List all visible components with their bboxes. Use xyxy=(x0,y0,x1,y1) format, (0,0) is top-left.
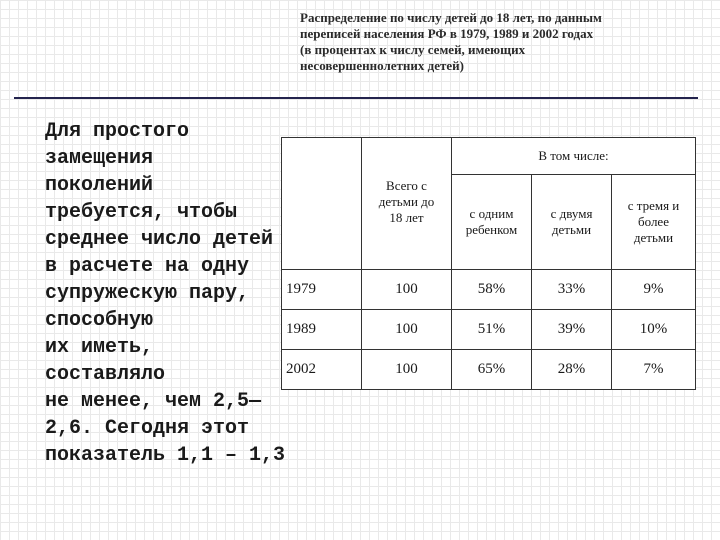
body-line: среднее число детей xyxy=(45,228,274,251)
body-line: супружескую пару, xyxy=(45,282,250,305)
body-line: способную xyxy=(45,309,154,332)
year-cell: 1979 xyxy=(282,270,362,310)
title-line: несовершеннолетних детей) xyxy=(300,58,464,73)
empty-header-cell xyxy=(282,138,362,270)
title-line: (в процентах к числу семей, имеющих xyxy=(300,42,526,57)
two-children-cell: 33% xyxy=(532,270,612,310)
header-total-label: Всего с детьми до 18 лет xyxy=(378,178,435,225)
header-one-child-label: с одним ребенком xyxy=(465,206,518,237)
table-row xyxy=(282,350,696,390)
header-two-children-label: с двумя детьми xyxy=(550,206,593,237)
header-three-children-label: с тремя и более детьми xyxy=(627,198,680,245)
body-line: требуется, чтобы xyxy=(45,201,238,224)
two-children-cell: 39% xyxy=(532,310,612,350)
one-child-cell: 51% xyxy=(452,310,532,350)
body-line: составляло xyxy=(45,363,166,386)
body-line: показатель 1,1 – 1,3 xyxy=(45,444,286,467)
year-cell: 1989 xyxy=(282,310,362,350)
body-line: замещения xyxy=(45,147,154,170)
table-header-row xyxy=(282,138,696,175)
title-line: переписей населения РФ в 1979, 1989 и 2002 годах xyxy=(300,26,594,41)
body-line: в расчете на одну xyxy=(45,255,250,278)
header-one-child xyxy=(452,175,532,270)
body-text xyxy=(45,118,285,469)
body-line: не менее, чем 2,5— xyxy=(45,390,262,413)
three-children-cell: 10% xyxy=(612,310,696,350)
one-child-cell: 65% xyxy=(452,350,532,390)
title-divider xyxy=(14,97,698,99)
table-row xyxy=(282,310,696,350)
total-cell: 100 xyxy=(362,270,452,310)
header-two-children xyxy=(532,175,612,270)
header-three-children xyxy=(612,175,696,270)
total-cell: 100 xyxy=(362,310,452,350)
three-children-cell: 7% xyxy=(612,350,696,390)
one-child-cell: 58% xyxy=(452,270,532,310)
title-line: Распределение по числу детей до 18 лет, по данным xyxy=(300,10,602,25)
census-table xyxy=(281,137,696,390)
table-row xyxy=(282,270,696,310)
header-group: В том числе: xyxy=(452,138,696,175)
body-line: поколений xyxy=(45,174,154,197)
two-children-cell: 28% xyxy=(532,350,612,390)
body-line: их иметь, xyxy=(45,336,154,359)
slide-title xyxy=(300,10,710,74)
year-cell: 2002 xyxy=(282,350,362,390)
body-line: 2,6. Сегодня этот xyxy=(45,417,250,440)
header-total xyxy=(362,138,452,270)
three-children-cell: 9% xyxy=(612,270,696,310)
body-line: Для простого xyxy=(45,120,190,143)
total-cell: 100 xyxy=(362,350,452,390)
